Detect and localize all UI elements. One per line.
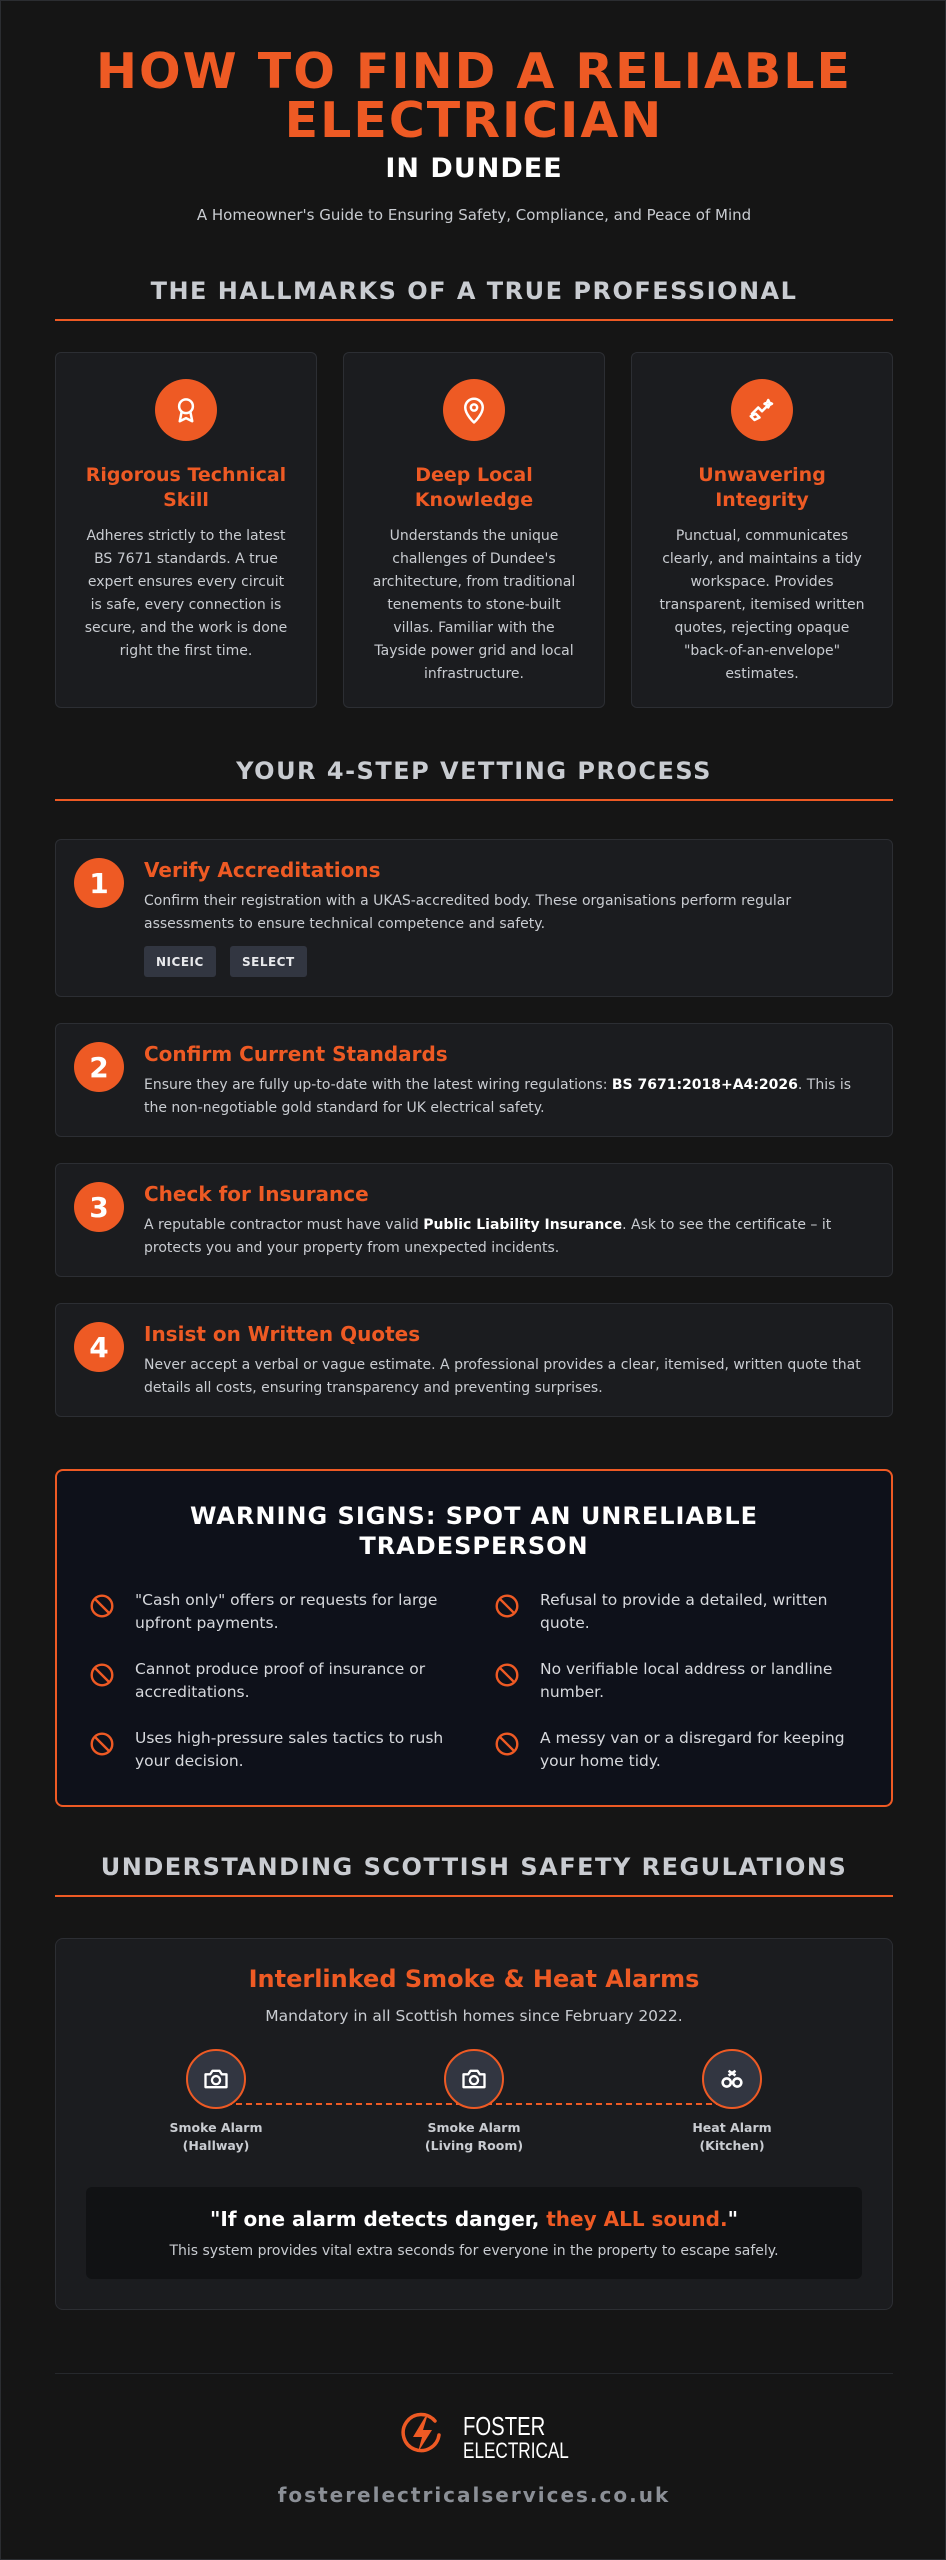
step-text: Never accept a verbal or vague estimate. A professional provides a clear, itemised, written quote that details all costs, ensuring transparency and preventing surprises. bbox=[144, 1357, 861, 1396]
alarm-label bbox=[394, 2119, 554, 2155]
ban-icon bbox=[89, 1731, 115, 1757]
company-logo bbox=[399, 2411, 569, 2467]
warning-item-text: No verifiable local address or landline number. bbox=[540, 1660, 833, 1701]
badge-select: SELECT bbox=[230, 946, 307, 977]
regulations-subtitle: Mandatory in all Scottish homes since February 2022. bbox=[265, 2007, 683, 2025]
warning-title: WARNING SIGNS: SPOT AN UNRELIABLE TRADESPERSON bbox=[189, 1502, 759, 1560]
map-pin-icon bbox=[443, 379, 505, 441]
warning-box bbox=[55, 1469, 893, 1807]
hallmark-card-local bbox=[343, 352, 605, 708]
step-card-4 bbox=[55, 1303, 893, 1417]
hallmark-title: Rigorous Technical Skill bbox=[85, 464, 287, 511]
step-card-3 bbox=[55, 1163, 893, 1277]
step-number: 3 bbox=[74, 1182, 124, 1232]
step-number: 4 bbox=[74, 1322, 124, 1372]
ban-icon bbox=[494, 1662, 520, 1688]
hallmarks-heading: THE HALLMARKS OF A TRUE PROFESSIONAL bbox=[150, 277, 798, 305]
warning-item bbox=[89, 1589, 449, 1635]
hallmarks-grid bbox=[55, 352, 893, 708]
step-text bbox=[144, 1074, 874, 1120]
vetting-divider bbox=[55, 799, 893, 801]
camera-icon bbox=[186, 2049, 246, 2109]
warning-item bbox=[494, 1727, 854, 1773]
warning-item bbox=[89, 1727, 449, 1773]
hallmark-text: Punctual, communicates clearly, and maintains a tidy workspace. Provides transparent, itemised written quotes, rejecting opaque "back-of-an-envelope" estimates. bbox=[659, 528, 865, 682]
alarm-quote bbox=[86, 2207, 862, 2231]
quote-before: "If one alarm detects danger, bbox=[210, 2207, 547, 2231]
step-title: Confirm Current Standards bbox=[144, 1042, 448, 1066]
warning-item bbox=[494, 1589, 854, 1635]
ban-icon bbox=[89, 1662, 115, 1688]
alarm-label-line1: Smoke Alarm bbox=[169, 2120, 263, 2135]
alarm-kitchen bbox=[652, 2049, 812, 2155]
step-number: 2 bbox=[74, 1042, 124, 1092]
page-tagline: A Homeowner's Guide to Ensuring Safety, Compliance, and Peace of Mind bbox=[196, 206, 752, 224]
logo-wordmark bbox=[463, 2413, 569, 2463]
regulations-card bbox=[55, 1938, 893, 2310]
step-text: Confirm their registration with a UKAS-accredited body. These organisations perform regular assessments to ensure technical competence and safety. bbox=[144, 893, 792, 932]
step-number: 1 bbox=[74, 858, 124, 908]
quote-highlight: they ALL sound. bbox=[546, 2207, 728, 2231]
hallmarks-divider bbox=[55, 319, 893, 321]
alarm-living-room bbox=[394, 2049, 554, 2155]
alarm-label-line2: (Kitchen) bbox=[699, 2138, 765, 2153]
hallmark-text: Understands the unique challenges of Dundee's architecture, from traditional tenements to stone-built villas. Familiar with the Tayside power grid and local infrastructure. bbox=[372, 528, 576, 682]
step-title: Check for Insurance bbox=[144, 1182, 369, 1206]
hallmark-card-skill bbox=[55, 352, 317, 708]
step-title: Verify Accreditations bbox=[144, 858, 381, 882]
camera-icon bbox=[444, 2049, 504, 2109]
quote-box bbox=[86, 2187, 862, 2279]
regulations-title: Interlinked Smoke & Heat Alarms bbox=[248, 1965, 700, 1993]
page-subtitle: IN DUNDEE bbox=[385, 153, 563, 184]
heat-sensor-icon bbox=[702, 2049, 762, 2109]
step-card-2 bbox=[55, 1023, 893, 1137]
step-title: Insist on Written Quotes bbox=[144, 1322, 421, 1346]
lightning-bolt-icon bbox=[399, 2411, 445, 2457]
warning-item-text: Cannot produce proof of insurance or accreditations. bbox=[135, 1660, 426, 1701]
warning-item-text: A messy van or a disregard for keeping your home tidy. bbox=[540, 1729, 845, 1770]
step-text-bold: BS 7671:2018+A4:2026 bbox=[611, 1077, 798, 1093]
page-title-text: HOW TO FIND A RELIABLE ELECTRICIAN bbox=[96, 43, 852, 149]
warning-item-text: Refusal to provide a detailed, written quote. bbox=[540, 1591, 828, 1632]
step-text-after: . Ask to see the certificate – it protects you and your property from unexpected incidents. bbox=[144, 1217, 832, 1256]
badge-niceic: NICEIC bbox=[144, 946, 216, 977]
step-card-1 bbox=[55, 839, 893, 997]
website-link[interactable]: fosterelectricalservices.co.uk bbox=[277, 2483, 671, 2507]
alarm-label-line1: Smoke Alarm bbox=[427, 2120, 521, 2135]
warning-item bbox=[494, 1658, 854, 1704]
handshake-icon bbox=[731, 379, 793, 441]
footer-divider bbox=[55, 2373, 893, 2374]
step-text-bold: Public Liability Insurance bbox=[423, 1217, 623, 1233]
alarm-label-line2: (Living Room) bbox=[424, 2138, 524, 2153]
alarm-label bbox=[652, 2119, 812, 2155]
alarm-label-line2: (Hallway) bbox=[182, 2138, 250, 2153]
vetting-heading: YOUR 4-STEP VETTING PROCESS bbox=[236, 757, 712, 785]
quote-note: This system provides vital extra seconds for everyone in the property to escape safely. bbox=[169, 2243, 779, 2259]
step-text-before: A reputable contractor must have valid bbox=[144, 1217, 424, 1233]
quote-after: " bbox=[727, 2207, 738, 2231]
logo-line1: FOSTER bbox=[463, 2411, 546, 2441]
step-text-before: Ensure they are fully up-to-date with the latest wiring regulations: bbox=[144, 1077, 612, 1093]
logo-line2: ELECTRICAL bbox=[463, 2438, 569, 2463]
ban-icon bbox=[494, 1731, 520, 1757]
step-text bbox=[144, 1214, 874, 1260]
ban-icon bbox=[89, 1593, 115, 1619]
alarm-label-line1: Heat Alarm bbox=[692, 2120, 772, 2135]
hallmark-title: Unwavering Integrity bbox=[698, 464, 826, 511]
regulations-divider bbox=[55, 1895, 893, 1897]
step-text-after: . This is the non-negotiable gold standard for UK electrical safety. bbox=[144, 1077, 852, 1116]
hallmark-text: Adheres strictly to the latest BS 7671 standards. A true expert ensures every circuit is safe, every connection is secure, and the work is done right the first time. bbox=[84, 528, 288, 659]
alarm-label bbox=[136, 2119, 296, 2155]
hallmark-title: Deep Local Knowledge bbox=[414, 464, 534, 511]
warning-item bbox=[89, 1658, 449, 1704]
hallmark-card-integrity bbox=[631, 352, 893, 708]
page-title bbox=[1, 43, 946, 149]
alarm-hallway bbox=[136, 2049, 296, 2155]
award-ribbon-icon bbox=[155, 379, 217, 441]
warning-item-text: "Cash only" offers or requests for large upfront payments. bbox=[135, 1591, 438, 1632]
regulations-heading: UNDERSTANDING SCOTTISH SAFETY REGULATIONS bbox=[100, 1853, 848, 1881]
ban-icon bbox=[494, 1593, 520, 1619]
warning-item-text: Uses high-pressure sales tactics to rush your decision. bbox=[135, 1729, 444, 1770]
